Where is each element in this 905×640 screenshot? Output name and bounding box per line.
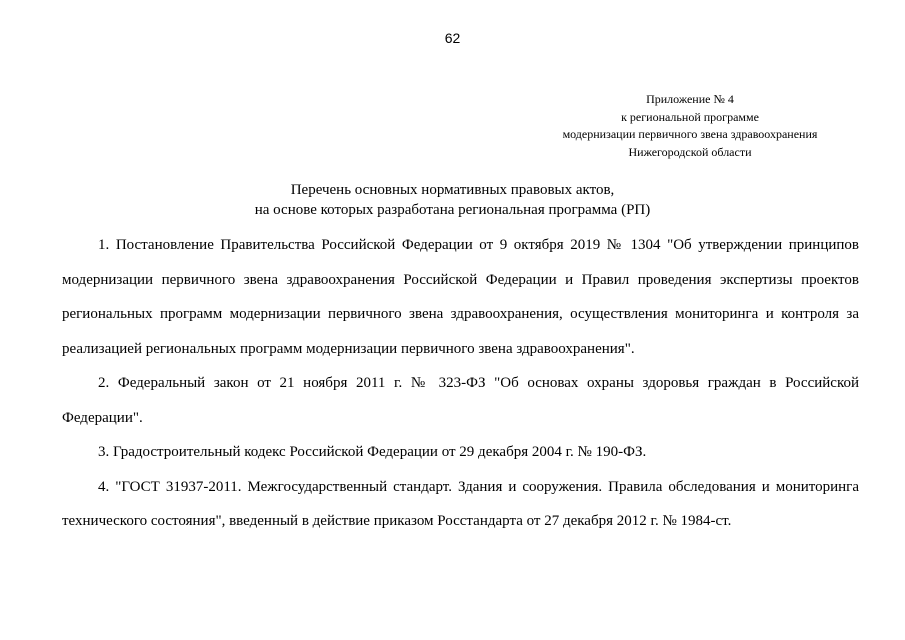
title-line: на основе которых разработана региональная программа (РП): [254, 202, 651, 218]
appendix-line: Нижегородской области: [628, 144, 752, 159]
list-item: 2. Федеральный закон от 21 ноября 2011 г. № 323-ФЗ "Об основах охраны здоровья граждан в Российской Федерации".: [62, 375, 859, 426]
list-item: 1. Постановление Правительства Российской Федерации от 9 октября 2019 № 1304 "Об утверждении принципов модернизации первичного звена здравоохранения Российской Федерации и Правил проведения экспертизы проектов региональных программ модернизации первичного звена здравоохранения, осуществления мониторинга и контроля за реализацией региональных программ модернизации первичного звена здравоохранения".: [62, 237, 859, 357]
document-title: [0, 180, 905, 220]
appendix-block: [520, 91, 860, 161]
appendix-line: Приложение № 4: [646, 92, 734, 106]
page-number: 62: [444, 30, 461, 46]
appendix-line: модернизации первичного звена здравоохранения: [562, 127, 818, 141]
title-line: Перечень основных нормативных правовых актов,: [290, 182, 615, 198]
legal-acts-list: [62, 228, 859, 539]
appendix-line: к региональной программе: [621, 109, 759, 124]
list-item: 4. "ГОСТ 31937-2011. Межгосударственный стандарт. Здания и сооружения. Правила обследования и мониторинга технического состояния", введенный в действие приказом Росстандарта от 27 декабря 2012 г. № 1984-ст.: [62, 478, 859, 529]
list-item: 3. Градостроительный кодекс Российской Федерации от 29 декабря 2004 г. № 190-ФЗ.: [98, 444, 647, 460]
